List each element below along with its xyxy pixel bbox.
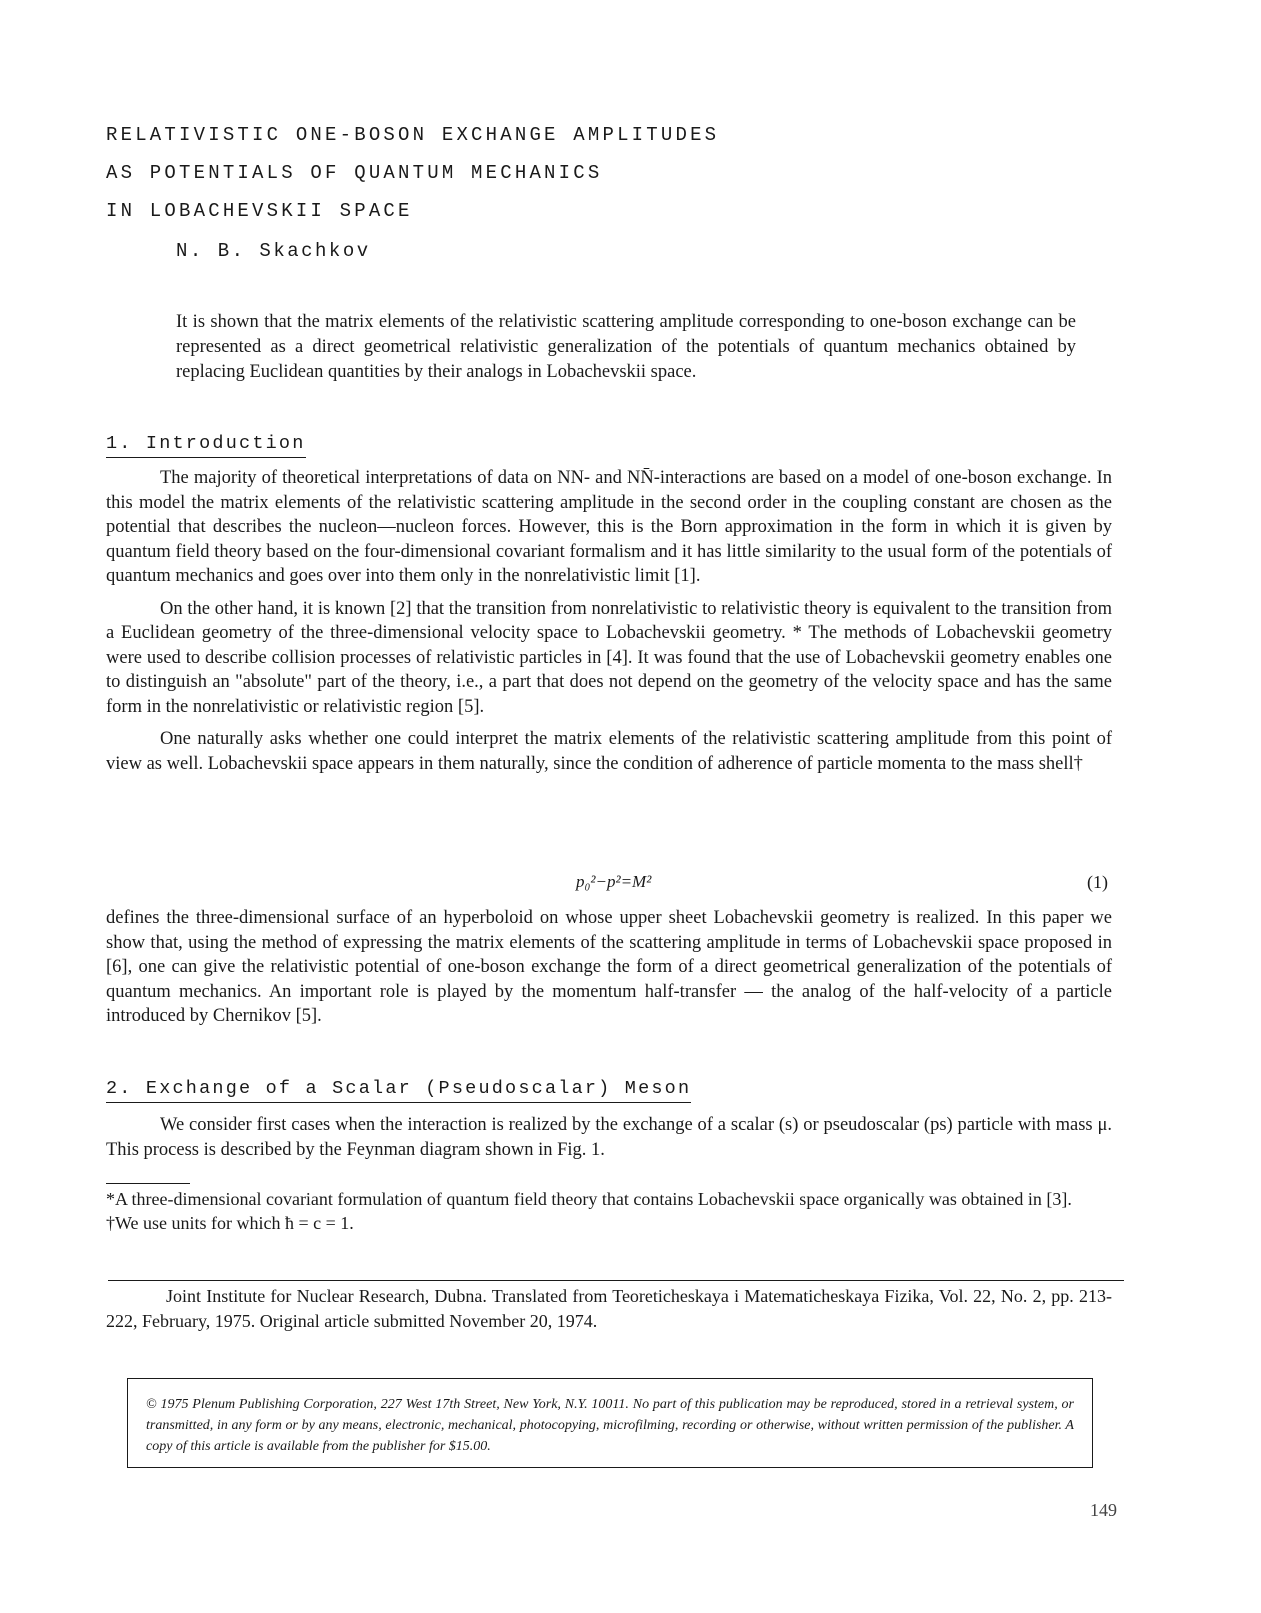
section-2-heading: 2. Exchange of a Scalar (Pseudoscalar) Meson — [106, 1078, 691, 1103]
equation-1 — [106, 870, 1112, 898]
footnotes — [106, 1187, 1112, 1235]
paragraph: The majority of theoretical interpretations of data on NN- and NN̄-interactions are based on a model of one-boson exchange. In this model the matrix elements of the relativistic scattering amplitude in the second order in the coupling constant are chosen as the potential that describes the nucleon—nucleon forces. However, this is the Born approximation in the form in which it is given by quantum field theory based on the four-dimensional covariant formalism and it has little similarity to the usual form of the potentials of quantum mechanics and goes over into them only in the nonrelativistic limit [1]. — [106, 468, 1112, 586]
paragraph: One naturally asks whether one could interpret the matrix elements of the relativistic scattering amplitude from this point of view as well. Lobachevskii space appears in them naturally, since the condition of adherence of particle momenta to the mass shell† — [106, 729, 1112, 774]
page-number: 149 — [1090, 1500, 1117, 1520]
section-2-body — [106, 1113, 1112, 1170]
paper-title — [106, 116, 719, 230]
paragraph: On the other hand, it is known [2] that the transition from nonrelativistic to relativistic theory is equivalent to the transition from a Euclidean geometry of the three-dimensional velocity space to Lobachevskii geometry. * The methods of Lobachevskii geometry were used to describe collision processes of relativistic particles in [4]. It was found that the use of Lobachevskii geometry enables one to distinguish an "absolute" part of the theory, i.e., a part that does not depend on the geometry of the velocity space and has the same form in the nonrelativistic or relativistic region [5]. — [106, 598, 1112, 717]
section-1-body — [106, 466, 1112, 784]
equation-number: (1) — [1087, 872, 1108, 892]
paragraph: defines the three-dimensional surface of an hyperboloid on whose upper sheet Lobachevskii geometry is realized. In this paper we show that, using the method of expressing the matrix elements of the scattering amplitude in terms of Lobachevskii space proposed in [6], one can give the relativistic potential of one-boson exchange the form of a direct geometrical generalization of the potentials of quantum mechanics. An important role is played by the momentum half-transfer — the analog of the half-velocity of a particle introduced by Chernikov [5]. — [106, 908, 1112, 1026]
section-1-heading: 1. Introduction — [106, 433, 306, 458]
footnote: *A three-dimensional covariant formulation of quantum field theory that contains Lobachevskii space organically was obtained in [3]. — [106, 1189, 1072, 1209]
equation-formula: p₀²−p²=M² — [576, 872, 652, 891]
affiliation-text: Joint Institute for Nuclear Research, Dubna. Translated from Teoreticheskaya i Matematicheskaya Fizika, Vol. 22, No. 2, pp. 213-222, February, 1975. Original article submitted November 20, 1974. — [106, 1286, 1112, 1331]
affiliation — [106, 1284, 1112, 1334]
abstract: It is shown that the matrix elements of the relativistic scattering amplitude corresponding to one-boson exchange can be represented as a direct geometrical relativistic generalization of the potentials of quantum mechanics obtained by replacing Euclidean quantities by their analogs in Lobachevskii space. — [176, 312, 1076, 382]
title-line-1: RELATIVISTIC ONE-BOSON EXCHANGE AMPLITUDES — [106, 124, 720, 146]
copyright-notice: © 1975 Plenum Publishing Corporation, 227 West 17th Street, New York, N.Y. 10011. No part of this publication may be reproduced, stored in a retrieval system, or transmitted, in any form or by any means, electronic, mechanical, photocopying, microfilming, recording or otherwise, without written permission of the publisher. A copy of this article is available from the publisher for $15.00. — [127, 1378, 1093, 1468]
affiliation-divider — [108, 1280, 1124, 1281]
title-line-3: IN LOBACHEVSKII SPACE — [106, 200, 413, 222]
paragraph: We consider first cases when the interaction is realized by the exchange of a scalar (s) or pseudoscalar (ps) particle with mass μ. This process is described by the Feynman diagram shown in Fig. 1. — [106, 1115, 1112, 1160]
title-line-2: AS POTENTIALS OF QUANTUM MECHANICS — [106, 162, 603, 184]
section-1-continuation — [106, 906, 1112, 1037]
footnote-divider — [106, 1183, 190, 1184]
footnote: †We use units for which ħ = c = 1. — [106, 1213, 354, 1233]
author-name: N. B. Skachkov — [176, 240, 371, 262]
